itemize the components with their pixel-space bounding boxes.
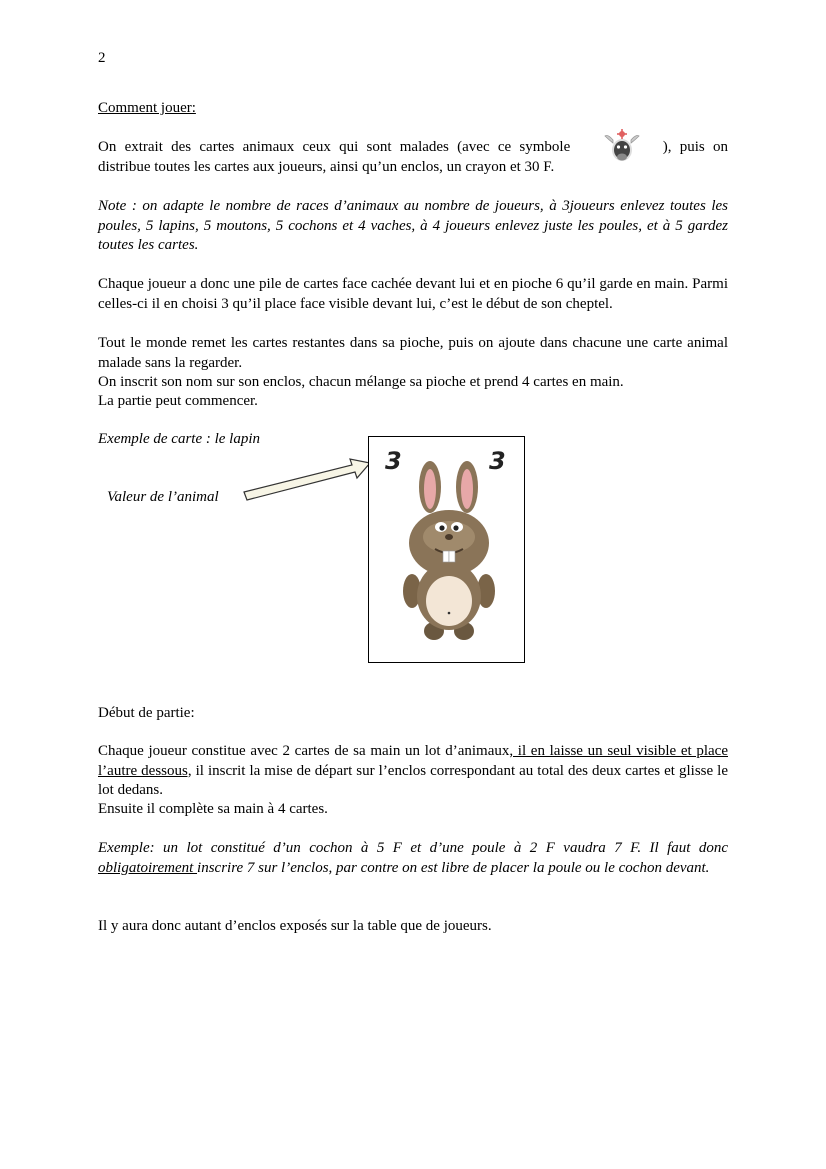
page-number: 2 [98,50,106,66]
complete-hand-paragraph: Ensuite il complète sa main à 4 cartes. [98,801,328,817]
example-text-a: Exemple: un lot constitué d’un cochon à 5 F et d’une poule à 2 F vaudra 7 F. Il faut donc [98,840,728,856]
card-example-label: Exemple de carte : le lapin [98,431,261,447]
heading-game-start: Début de partie: [98,705,195,721]
note-paragraph: Note : on adapte le nombre de races d’animaux au nombre de joueurs, à 3joueurs enlevez toutes les poules, 5 lapins, 5 moutons, 5 cochons et 4 vaches, à 4 joueurs enlevez juste les poules, et à 5 gardez toutes les cartes. [98,198,728,253]
setup-paragraph: Chaque joueur a donc une pile de cartes face cachée devant lui et en pioche 6 qu’il garde en main. Parmi celles-ci il en choisi 3 qu’il place face visible devant lui, c’est le début de son cheptel. [98,276,728,312]
sick-cow-icon [604,128,640,166]
card-value-left: 3 [385,447,402,475]
lot-text-a: Chaque joueur constitue avec 2 cartes de sa main un lot d’animaux [98,743,510,759]
intro-text-a: On extrait des cartes animaux ceux qui sont malades (avec ce symbole [98,139,571,155]
arrow-right-icon [240,452,375,507]
intro-text-b: ), puis on [662,139,728,155]
card-value-right: 3 [489,447,506,475]
lot-text-b: il inscrit la mise de départ sur l’enclos correspondant au total des deux cartes et glisse le lot dedans. [98,762,728,798]
rabbit-illustration [397,461,501,649]
closing-paragraph: Il y aura donc autant d’enclos exposés sur la table que de joueurs. [98,918,492,934]
example-text-b: inscrire 7 sur l’enclos, par contre on est libre de placer la poule ou le cochon devant. [197,859,710,876]
animal-value-label: Valeur de l’animal [107,489,219,505]
lot-text-underlined: , il en laisse un seul visible et place l’autre dessous, [98,743,728,779]
inscrit-paragraph: On inscrit son nom sur son enclos, chacun mélange sa pioche et prend 4 cartes en main. [98,374,624,390]
example-paragraph [98,839,728,878]
intro-text-line2: distribue toutes les cartes aux joueurs, ainsi qu’un enclos, un crayon et 30 F. [98,158,555,175]
rabbit-card [368,436,525,663]
lot-paragraph [98,742,728,801]
remet-paragraph: Tout le monde remet les cartes restantes dans sa pioche, puis on ajoute dans chacune une carte animal malade sans la regarder. [98,335,728,371]
example-text-underlined: obligatoirement [98,859,198,876]
start-paragraph: La partie peut commencer. [98,393,258,409]
heading-how-to-play: Comment jouer: [98,100,196,116]
